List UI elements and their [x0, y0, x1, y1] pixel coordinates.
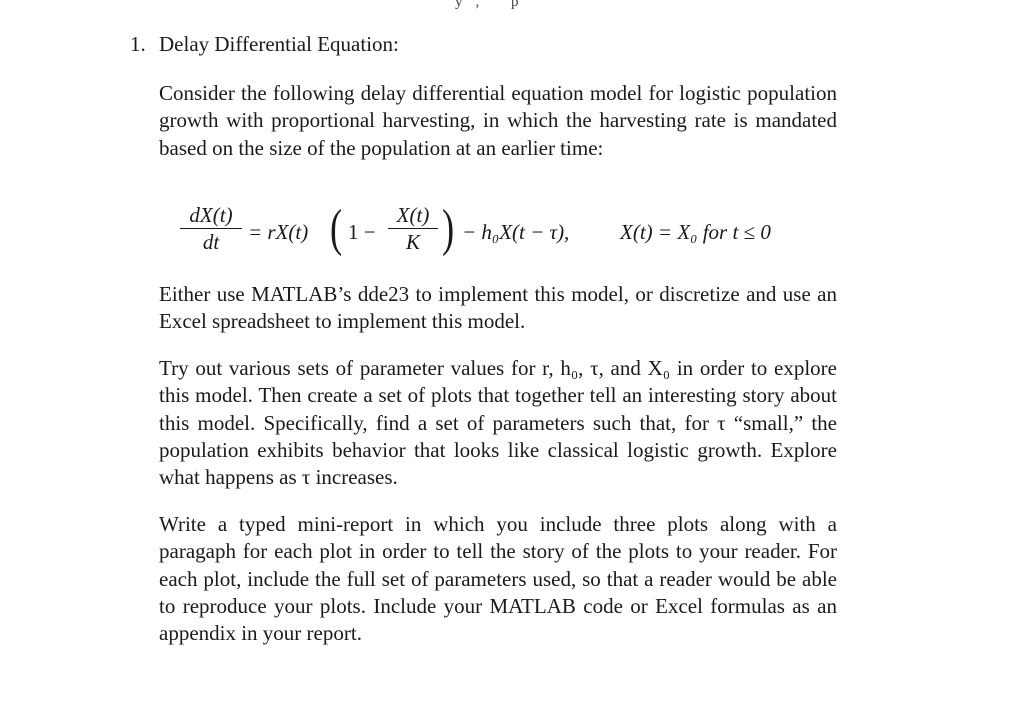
capacity-numerator: X(t)	[396, 203, 430, 227]
problem-heading	[130, 30, 399, 58]
capacity-fraction	[388, 203, 438, 254]
lhs-fraction-bar	[180, 228, 242, 229]
tools-paragraph: Either use MATLAB’s dde23 to implement this model, or discretize and use an Excel spreadsheet to implement this model.	[159, 282, 837, 334]
lhs-numerator: dX(t)	[189, 203, 233, 227]
lhs-fraction	[180, 203, 242, 254]
problem-title: Delay Differential Equation:	[159, 32, 399, 56]
problem-number: 1.	[130, 32, 146, 56]
initial-condition: X(t) = X₀ for t ≤ 0	[620, 220, 771, 244]
cropped-header-fragment: y, p	[455, 0, 533, 10]
report-paragraph: Write a typed mini-report in which you include three plots along with a paragaph for each plot in order to tell the story of the plots to your reader. For each plot, include the full set of parameters used, so that a reader would be able to reproduce your plots. Include your MATLAB code or Excel formulas as an appendix in your report.	[159, 512, 837, 646]
capacity-denominator: K	[405, 230, 420, 255]
capacity-fraction-bar	[388, 228, 438, 229]
growth-term: = rX(t)	[248, 220, 309, 244]
intro-paragraph: Consider the following delay differential equation model for logistic population growth with proportional harvesting, in which the harvesting rate is mandated based on the size of the population at an earlier time:	[159, 81, 837, 160]
open-paren: (	[330, 200, 343, 257]
close-paren: )	[442, 200, 455, 257]
one-minus: 1 −	[348, 220, 376, 244]
explore-paragraph: Try out various sets of parameter values for r, h₀, τ, and X₀ in order to explore this model. Then create a set of plots that together tell an interesting story about this model. Specifically, find a set of parameters such that, for τ “small,” the population exhibits behavior that looks like classical logistic growth. Explore what happens as τ increases.	[159, 356, 837, 490]
lhs-denominator: dt	[202, 230, 220, 255]
harvest-term: − h₀X(t − τ),	[462, 220, 570, 244]
